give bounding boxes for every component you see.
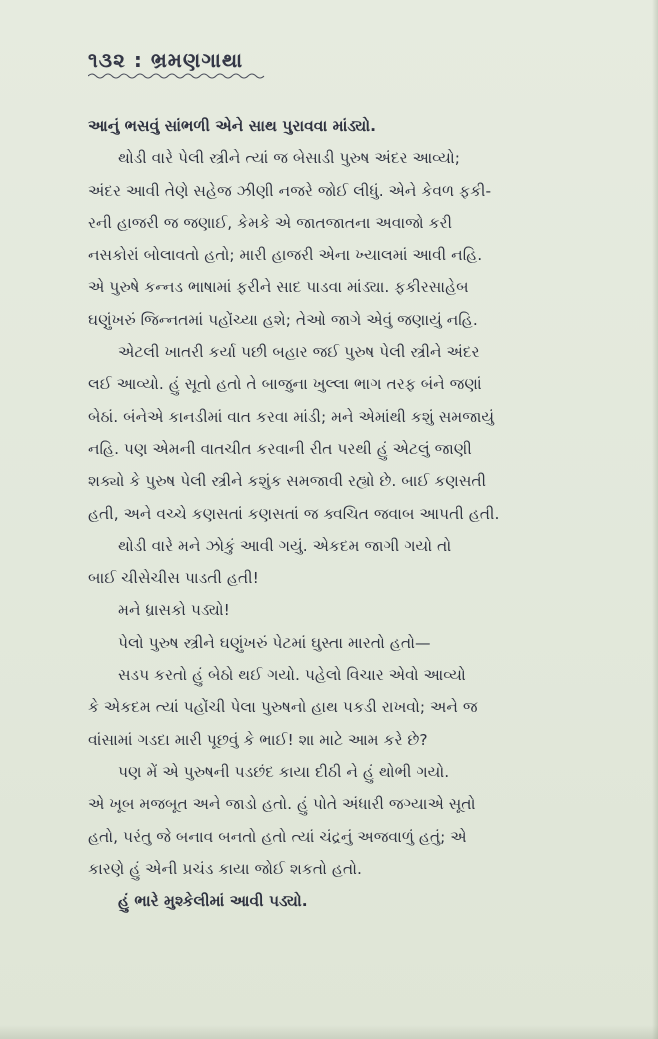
page-edge-shadow xyxy=(652,0,658,1039)
text-line: બાઈ ચીસેચીસ પાડતી હતી! xyxy=(88,569,259,588)
text-line: આનું ભસવું સાંભળી એને સાથ પુરાવવા માંડ્યો. xyxy=(88,117,377,135)
page-number: ૧૩૨ xyxy=(88,48,126,72)
text-line: નહિ. પણ એમની વાતચીત કરવાની રીત પરથી હું એટલું જાણી xyxy=(88,439,472,458)
text-line: અંદર આવી તેણે સહેજ ઝીણી નજરે જોઈ લીધું. એને કેવળ ફકી- xyxy=(88,181,492,200)
text-line: નસકોરાં બોલાવતો હતો; મારી હાજરી એના ખ્યાલમાં આવી નહિ. xyxy=(88,246,483,265)
text-line: થોડી વારે મને ઝોકું આવી ગયું. એકદમ જાગી ગયો તો xyxy=(118,536,452,555)
body-text xyxy=(88,110,578,917)
text-line: હું ભારે મુશ્કેલીમાં આવી પડ્યો. xyxy=(118,892,308,911)
text-line: પેલો પુરુષ સ્ત્રીને ઘણુંખરું પેટમાં ઘુસ્તા મારતો હતો— xyxy=(118,633,431,652)
page-bottom-shadow xyxy=(0,1025,658,1039)
text-line: લઈ આવ્યો. હું સૂતો હતો તે બાજુના ખુલ્લા ભાગ તરફ બંને જણાં xyxy=(88,375,482,394)
text-line: હતી, અને વચ્ચે કણસતાં કણસતાં જ ક્વચિત જવાબ આપતી હતી. xyxy=(88,504,500,523)
text-line: મને ધ્રાસકો પડ્યો! xyxy=(118,601,230,620)
text-line: કે એકદમ ત્યાં પહોંચી પેલા પુરુષનો હાથ પકડી રાખવો; અને જ xyxy=(88,698,478,717)
text-line: રની હાજરી જ જણાઈ, કેમકે એ જાતજાતના અવાજો કરી xyxy=(88,213,453,232)
book-title: ભ્રમણગાથા xyxy=(150,48,244,72)
text-line: બેઠાં. બંનેએ કાનડીમાં વાત કરવા માંડી; મને એમાંથી કશું સમજાયું xyxy=(88,407,495,426)
text-line: એ પુરુષે કન્નડ ભાષામાં ફરીને સાદ પાડવા માંડ્યા. ફકીરસાહેબ xyxy=(88,278,469,297)
text-line: કારણે હું એની પ્રચંડ કાયા જોઈ શકતો હતો. xyxy=(88,859,362,878)
text-line: હતો, પરંતુ જે બનાવ બનતો હતો ત્યાં ચંદ્રનું અજવાળું હતું; એ xyxy=(88,827,467,846)
running-header xyxy=(88,48,243,72)
text-line: વાંસામાં ગડદા મારી પૂછવું કે ભાઈ! શા માટે આમ કરે છે? xyxy=(88,730,428,749)
text-line: ઘણુંખરું જિન્નતમાં પહોંચ્યા હશે; તેઓ જાગે એવું જણાયું નહિ. xyxy=(88,310,478,329)
text-line: થોડી વારે પેલી સ્ત્રીને ત્યાં જ બેસાડી પુરુષ અંદર આવ્યો; xyxy=(118,149,460,168)
text-line: એટલી ખાતરી કર્યા પછી બહાર જઈ પુરુષ પેલી સ્ત્રીને અંદર xyxy=(118,343,480,362)
text-line: એ ખૂબ મજબૂત અને જાડો હતો. હું પોતે અંધારી જગ્યાએ સૂતો xyxy=(88,795,476,814)
header-wavy-rule xyxy=(88,72,266,80)
header-separator: : xyxy=(133,48,143,72)
text-line: શક્યો કે પુરુષ પેલી સ્ત્રીને કશુંક સમજાવી રહ્યો છે. બાઈ કણસતી xyxy=(88,472,487,491)
text-line: પણ મેં એ પુરુષની પડછંદ કાયા દીઠી ને હું થોભી ગયો. xyxy=(118,762,450,781)
text-line: સડપ કરતો હું બેઠો થઈ ગયો. પહેલો વિચાર એવો આવ્યો xyxy=(118,666,466,685)
